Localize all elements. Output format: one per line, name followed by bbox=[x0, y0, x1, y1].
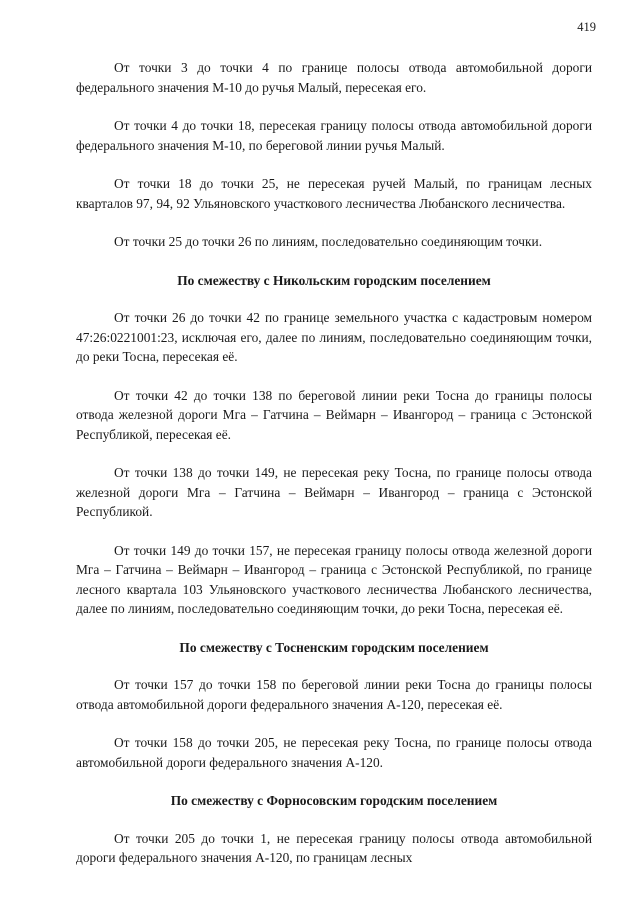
page-number: 419 bbox=[577, 20, 596, 34]
paragraph-point-149-157: От точки 149 до точки 157, не пересекая границу полосы отвода железной дороги Мга – Гатчина – Веймарн – Ивангород – граница с Эстонской Республикой, по границе лесного квартала 103 Ульяновского участкового лесничества Любанского лесничества, далее по линиям, последовательно соединяющим точки, до реки Тосна, пересекая её. bbox=[76, 542, 592, 616]
section-heading-tosnenskoe: По смежеству с Тосненским городским поселением bbox=[179, 639, 489, 655]
paragraph-point-138-149: От точки 138 до точки 149, не пересекая реку Тосна, по границе полосы отвода железной дороги Мга – Гатчина – Веймарн – Ивангород – граница с Эстонской Республикой. bbox=[76, 465, 592, 519]
paragraph-point-157-158: От точки 157 до точки 158 по береговой линии реки Тосна до границы полосы отвода автомобильной дороги федерального значения А-120, пересекая её. bbox=[76, 677, 592, 712]
paragraph-point-26-42: От точки 26 до точки 42 по границе земельного участка с кадастровым номером 47:26:0221001:23, исключая его, далее по линиям, последовательно соединяющим точки, до реки Тосна, пересекая её. bbox=[76, 310, 592, 364]
paragraph-point-3-4: От точки 3 до точки 4 по границе полосы отвода автомобильной дороги федерального значения М-10 до ручья Малый, пересекая его. bbox=[76, 60, 592, 95]
section-heading-fornosovskoe: По смежеству с Форносовским городским поселением bbox=[170, 793, 498, 808]
section-heading-nikolskoe: По смежеству с Никольским городским поселением bbox=[177, 272, 491, 288]
paragraph-point-18-25: От точки 18 до точки 25, не пересекая ручей Малый, по границам лесных кварталов 97, 94, 92 Ульяновского участкового лесничества Любанского лесничества. bbox=[76, 176, 592, 211]
document-body bbox=[76, 58, 592, 887]
paragraph-point-25-26: От точки 25 до точки 26 по линиям, последовательно соединяющим точки. bbox=[114, 234, 543, 249]
paragraph-point-42-138: От точки 42 до точки 138 по береговой линии реки Тосна до границы полосы отвода железной дороги Мга – Гатчина – Веймарн – Ивангород – граница с Эстонской Республикой, пересекая её. bbox=[76, 387, 592, 442]
paragraph-point-4-18: От точки 4 до точки 18, пересекая границу полосы отвода автомобильной дороги федерального значения М-10, по береговой линии ручья Малый. bbox=[76, 118, 592, 153]
paragraph-point-205-1: От точки 205 до точки 1, не пересекая границу полосы отвода автомобильной дороги федерального значения А-120, по границам лесных bbox=[76, 830, 592, 865]
paragraph-point-158-205: От точки 158 до точки 205, не пересекая реку Тосна, по границе полосы отвода автомобильной дороги федерального значения А-120. bbox=[76, 735, 592, 770]
